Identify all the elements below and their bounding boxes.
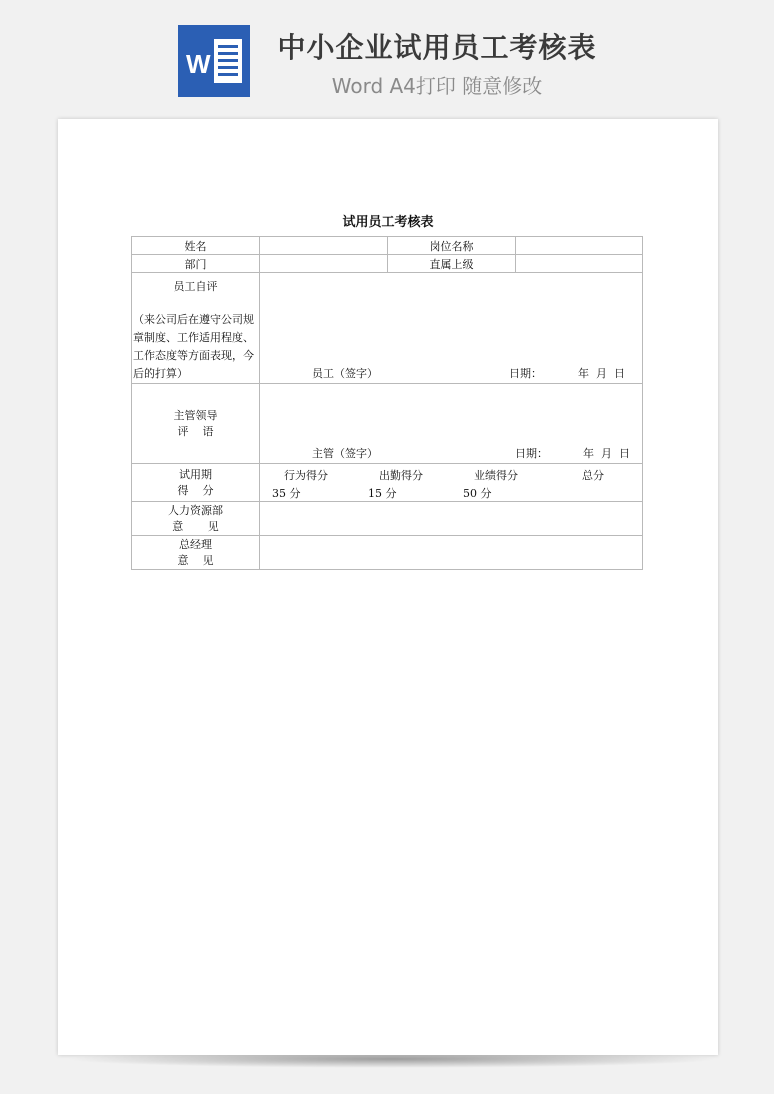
hr-label-opinion: 意 见 xyxy=(172,519,219,533)
self-eval-note: （来公司后在遵守公司规章制度、工作适用程度、工作态度等方面表现，今后的打算） xyxy=(133,313,254,380)
hr-label-cell xyxy=(132,502,260,536)
attendance-score-header: 出勤得分 xyxy=(379,469,423,482)
supervisor-date-label: 日期： xyxy=(515,447,548,460)
department-field[interactable] xyxy=(260,255,388,273)
supervisor-signature-label: 主管（签字） xyxy=(312,447,378,460)
superior-field[interactable] xyxy=(516,255,643,273)
evaluation-form xyxy=(131,236,643,570)
hr-label: 人力资源部 xyxy=(168,503,223,517)
table-row xyxy=(132,536,643,570)
attendance-score-value: 15 分 xyxy=(368,487,397,500)
self-eval-field[interactable] xyxy=(260,273,643,384)
self-eval-date-label: 日期： xyxy=(509,367,542,380)
hr-opinion-field[interactable] xyxy=(260,502,643,536)
employee-signature-label: 员工（签字） xyxy=(312,367,378,380)
table-row xyxy=(132,237,643,255)
superior-label: 直属上级 xyxy=(388,255,516,273)
self-eval-label-cell xyxy=(132,273,260,384)
name-field[interactable] xyxy=(260,237,388,255)
table-row xyxy=(132,255,643,273)
performance-score-header: 业绩得分 xyxy=(474,469,518,482)
probation-label-score: 得 分 xyxy=(177,483,214,497)
self-eval-date-ymd: 年 月 日 xyxy=(578,367,625,380)
gm-label: 总经理 xyxy=(179,537,212,551)
department-label: 部门 xyxy=(132,255,260,273)
gm-label-cell xyxy=(132,536,260,570)
table-row xyxy=(132,273,643,384)
supervisor-label-comment: 评 语 xyxy=(177,424,214,438)
position-label: 岗位名称 xyxy=(388,237,516,255)
table-row xyxy=(132,502,643,536)
behavior-score-value: 35 分 xyxy=(272,487,301,500)
document-page xyxy=(58,119,718,1055)
supervisor-label: 主管领导 xyxy=(173,408,218,422)
document-title: 试用员工考核表 xyxy=(342,215,434,230)
page-subtitle: Word A4打印 随意修改 xyxy=(331,74,543,98)
probation-label: 试用期 xyxy=(179,467,212,481)
position-field[interactable] xyxy=(516,237,643,255)
supervisor-date-ymd: 年 月 日 xyxy=(583,447,630,460)
performance-score-value: 50 分 xyxy=(463,487,492,500)
supervisor-label-cell xyxy=(132,384,260,464)
behavior-score-header: 行为得分 xyxy=(284,469,328,482)
probation-label-cell xyxy=(132,464,260,502)
svg-text:W: W xyxy=(186,49,211,79)
probation-scores-cell xyxy=(260,464,643,502)
name-label: 姓名 xyxy=(132,237,260,255)
self-eval-label: 员工自评 xyxy=(173,280,218,293)
gm-opinion-field[interactable] xyxy=(260,536,643,570)
word-doc-icon xyxy=(178,25,250,97)
supervisor-field[interactable] xyxy=(260,384,643,464)
gm-label-opinion: 意 见 xyxy=(177,553,214,567)
total-score-header: 总分 xyxy=(582,469,604,482)
table-row xyxy=(132,384,643,464)
table-row xyxy=(132,464,643,502)
page-title: 中小企业试用员工考核表 xyxy=(277,31,597,64)
